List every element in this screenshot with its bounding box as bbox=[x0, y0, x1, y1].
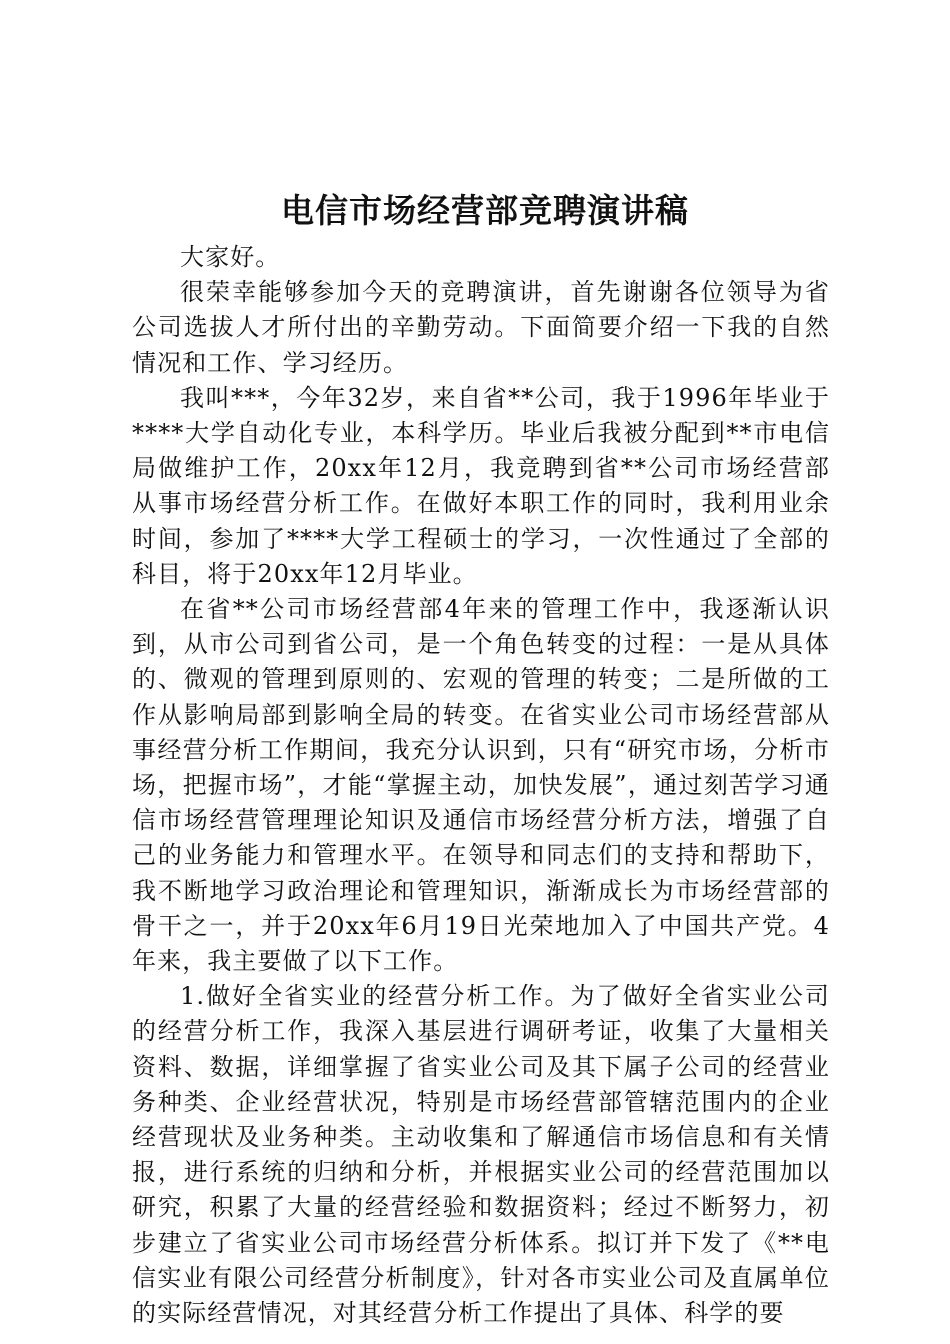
paragraph-work-item-1: 1.做好全省实业的经营分析工作。为了做好全省实业公司的经营分析工作，我深入基层进行调研考证，收集了大量相关资料、数据，详细掌握了省实业公司及其下属子公司的经营业务种类、企业经营状况，特别是市场经营部管辖范围内的企业经营现状及业务种类。主动收集和了解通信市场信息和有关情报，进行系统的归纳和分析，并根据实业公司的经营范围加以研究，积累了大量的经营经验和数据资料；经过不断努力，初步建立了省实业公司市场经营分析体系。拟订并下发了《**电信实业有限公司经营分析制度》，针对各市实业公司及直属单位的实际经营情况，对其经营分析工作提出了具体、科学的要 bbox=[132, 982, 830, 1328]
document-title: 电信市场经营部竞聘演讲稿 bbox=[281, 191, 689, 230]
paragraph-background: 我叫***，今年32岁，来自省**公司，我于1996年毕业于****大学自动化专业，本科学历。毕业后我被分配到**市电信局做维护工作，20xx年12月，我竞聘到省**公司市场经营部从事市场经营分析工作。在做好本职工作的同时，我利用业余时间，参加了****大学工程硕士的学习，一次性通过了全部的科目，将于20xx年12月毕业。 bbox=[132, 383, 830, 588]
paragraph-experience: 在省**公司市场经营部4年来的管理工作中，我逐渐认识到，从市公司到省公司，是一个角色转变的过程：一是从具体的、微观的管理到原则的、宏观的管理的转变；二是所做的工作从影响局部到影响全局的转变。在省实业公司市场经营部从事经营分析工作期间，我充分认识到，只有“研究市场，分析市场，把握市场”，才能“掌握主动，加快发展”，通过刻苦学习通信市场经营管理理论知识及通信市场经营分析方法，增强了自己的业务能力和管理水平。在领导和同志们的支持和帮助下，我不断地学习政治理论和管理知识，渐渐成长为市场经营部的骨干之一，并于20xx年6月19日光荣地加入了中国共产党。4年来，我主要做了以下工作。 bbox=[132, 595, 830, 976]
paragraph-greeting: 大家好。 bbox=[180, 243, 281, 271]
paragraph-intro: 很荣幸能够参加今天的竞聘演讲，首先谢谢各位领导为省公司选拔人才所付出的辛勤劳动。下面简要介绍一下我的自然情况和工作、学习经历。 bbox=[132, 278, 830, 377]
